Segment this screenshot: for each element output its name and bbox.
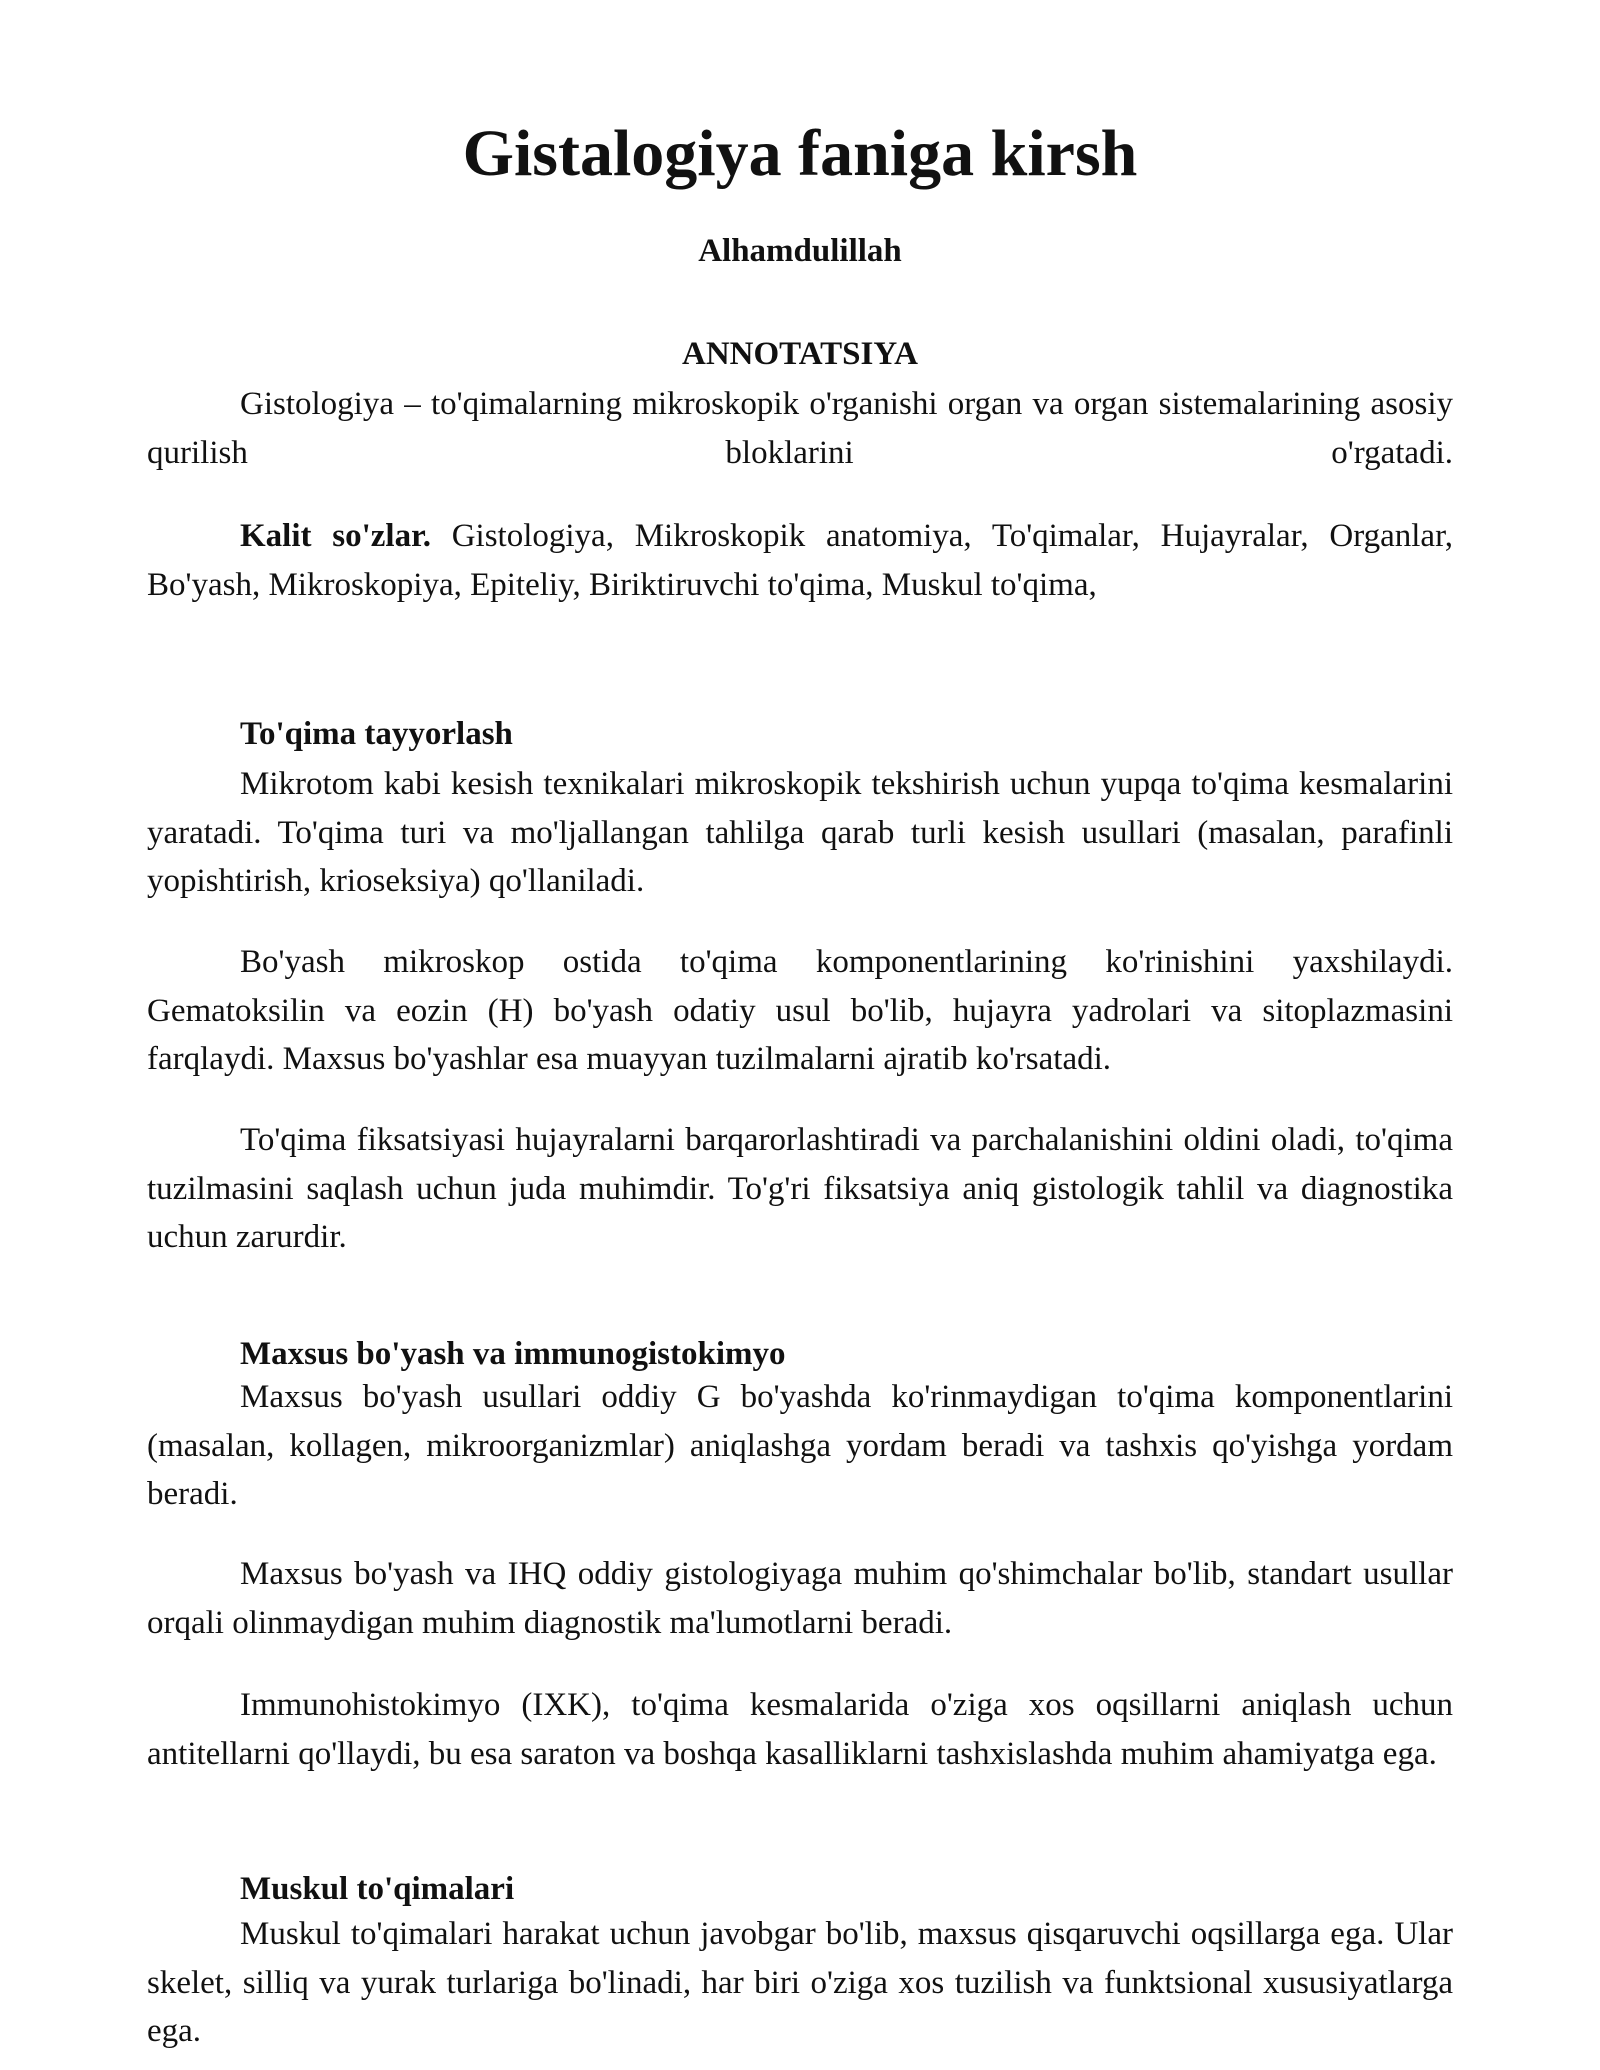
section-1-paragraph-3: To'qima fiksatsiyasi hujayralarni barqarorlashtiradi va parchalanishini oldini oladi, to'qima tuzilmasini saqlash uchun juda muhimdir. To'g'ri fiksatsiya aniq gistologik tahlil va diagnostika uchun zarurdir. xyxy=(147,1122,1453,1255)
annotation-paragraph: Gistologiya – to'qimalarning mikroskopik o'rganishi organ va organ sistemalarining asosiy qurilish bloklarini o'rgatadi. xyxy=(147,386,1453,471)
section-3-paragraph-1: Muskul to'qimalari harakat uchun javobgar bo'lib, maxsus qisqaruvchi oqsillarga ega. Ular skelet, silliq va yurak turlariga bo'linadi, har biri o'ziga xos tuzilish va funktsional xususiyatlarga ega. xyxy=(147,1916,1453,2049)
section-1-paragraph-2: Bo'yash mikroskop ostida to'qima komponentlarining ko'rinishini yaxshilaydi. Gematoksilin va eozin (H) bo'yash odatiy usul bo'lib, hujayra yadrolari va sitoplazmasini farqlaydi. Maxsus bo'yashlar esa muayyan tuzilmalarni ajratib ko'rsatadi. xyxy=(147,944,1453,1077)
section-2-paragraph-3: Immunohistokimyo (IXK), to'qima kesmalarida o'ziga xos oqsillarni aniqlash uchun antitellarni qo'llaydi, bu esa saraton va boshqa kasalliklarni tashxislashda muhim ahamiyatga ega. xyxy=(147,1687,1453,1772)
annotation-heading: ANNOTATSIYA xyxy=(682,336,918,372)
keywords-paragraph xyxy=(147,512,1453,609)
document-subtitle: Alhamdulillah xyxy=(698,233,902,269)
section-heading-tissue-preparation: To'qima tayyorlash xyxy=(240,716,513,752)
keywords-list: Gistologiya, Mikroskopik anatomiya, To'qimalar, Hujayralar, Organlar, Bo'yash, Mikroskopiya, Epiteliy, Biriktiruvchi to'qima, Muskul to'qima, xyxy=(147,518,1453,603)
section-heading-muscle-tissue: Muskul to'qimalari xyxy=(240,1871,515,1907)
document-title: Gistalogiya faniga kirsh xyxy=(462,117,1138,190)
section-2-paragraph-2: Maxsus bo'yash va IHQ oddiy gistologiyaga muhim qo'shimchalar bo'lib, standart usullar orqali olinmaydigan muhim diagnostik ma'lumotlarni beradi. xyxy=(147,1556,1453,1641)
section-1-paragraph-1: Mikrotom kabi kesish texnikalari mikroskopik tekshirish uchun yupqa to'qima kesmalarini yaratadi. To'qima turi va mo'ljallangan tahlilga qarab turli kesish usullari (masalan, parafinli yopishtirish, krioseksiya) qo'llaniladi. xyxy=(147,766,1453,899)
section-2-paragraph-1: Maxsus bo'yash usullari oddiy G bo'yashda ko'rinmaydigan to'qima komponentlarini (masalan, kollagen, mikroorganizmlar) aniqlashga yordam beradi va tashxis qo'yishga yordam beradi. xyxy=(147,1379,1453,1512)
keywords-label: Kalit so'zlar. xyxy=(240,518,431,554)
section-heading-special-staining: Maxsus bo'yash va immunogistokimyo xyxy=(240,1336,786,1372)
